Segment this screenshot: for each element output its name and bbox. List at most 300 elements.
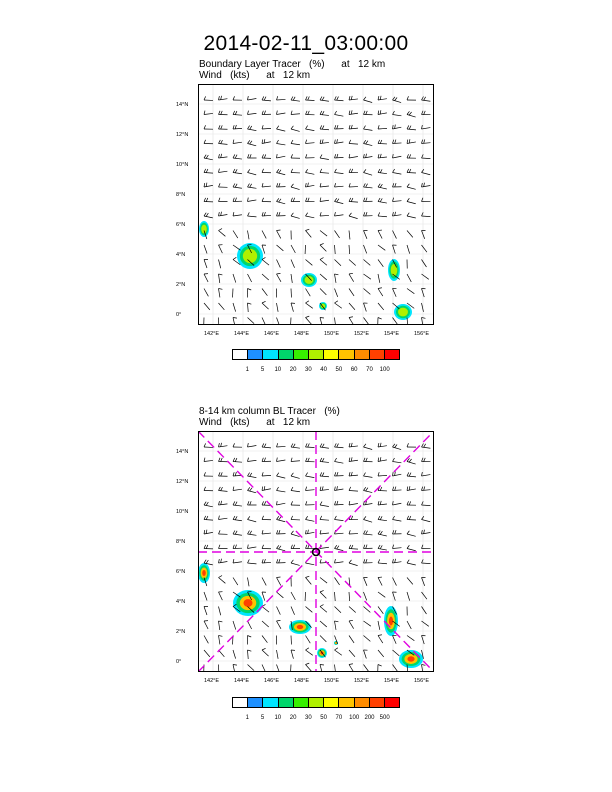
wind-barb-flag [291, 458, 292, 462]
wind-barb-flag [221, 111, 223, 115]
wind-barb-flag [322, 111, 324, 115]
wind-barb [248, 274, 252, 282]
wind-barb-flag [233, 184, 235, 187]
wind-barb [204, 520, 213, 521]
wind-barb [248, 129, 257, 131]
wind-barb-flag [335, 458, 337, 461]
wind-barb [378, 563, 387, 564]
wind-barb [320, 578, 327, 584]
wind-barb [262, 578, 266, 586]
wind-barb [204, 113, 213, 114]
wind-barb-flag [262, 487, 263, 491]
wind-barb [320, 621, 327, 627]
colorbar-label: 30 [305, 367, 312, 373]
wind-barb-flag [277, 620, 281, 621]
wind-barb [262, 186, 271, 187]
wind-barb-flag [349, 198, 351, 202]
lon-label: 148°E [294, 678, 310, 684]
wind-barb-flag [378, 288, 382, 289]
wind-barb-flag [395, 183, 396, 187]
wind-barb-flag [335, 96, 337, 100]
wind-barb-flag [378, 169, 380, 173]
wind-barb-flag [262, 154, 264, 158]
wind-barb-flag [424, 444, 426, 447]
wind-barb [407, 476, 416, 477]
wind-barb-flag [335, 125, 336, 129]
wind-barb-flag [306, 183, 307, 187]
wind-barb-flag [380, 198, 382, 201]
wind-barb [306, 231, 312, 238]
wind-barb [248, 563, 257, 564]
wind-barb [320, 260, 327, 266]
wind-barb-flag [204, 516, 206, 520]
wind-barb [219, 504, 228, 505]
wind-barb-flag [306, 443, 308, 447]
wind-barb [204, 260, 207, 268]
wind-barb [364, 607, 371, 613]
wind-barb-flag [233, 487, 234, 491]
wind-barb-flag [277, 577, 281, 578]
colorbar-swatch [309, 698, 324, 707]
wind-barb-flag [262, 472, 263, 476]
wind-barb [364, 245, 367, 253]
wind-barb-flag [337, 486, 338, 490]
wind-barb [277, 231, 281, 239]
wind-barb-flag [264, 486, 265, 490]
wind-barb [378, 636, 383, 644]
wind-barb [306, 563, 315, 565]
wind-barb [393, 562, 402, 563]
wind-barb-flag [235, 472, 236, 476]
wind-barb-flag [349, 273, 353, 274]
wind-barb-flag [320, 458, 322, 462]
wind-barb-flag [380, 443, 381, 447]
wind-barb [349, 99, 358, 100]
panel1-lat-labels [176, 84, 196, 325]
wind-barb-flag [349, 140, 351, 144]
wind-barb-flag [351, 545, 353, 549]
wind-barb-flag [219, 212, 220, 216]
wind-barb [349, 491, 358, 492]
colorbar-label: 100 [349, 715, 360, 721]
wind-barb [349, 665, 354, 673]
wind-barb [248, 200, 257, 202]
wind-barb [291, 216, 300, 218]
wind-barb-flag [422, 169, 424, 172]
wind-barb-flag [320, 472, 322, 476]
wind-barb [277, 129, 286, 131]
wind-barb-flag [233, 154, 235, 158]
wind-barb [378, 650, 384, 657]
wind-barb-flag [407, 516, 409, 520]
wind-barb-flag [291, 184, 293, 187]
wind-barb-flag [219, 472, 221, 476]
wind-barb-flag [337, 97, 339, 101]
colorbar-swatch [263, 350, 278, 359]
wind-barb [219, 245, 223, 253]
wind-barb [407, 245, 410, 254]
wind-barb [277, 274, 281, 282]
lon-label: 150°E [324, 678, 340, 684]
lat-label: 10°N [176, 509, 189, 515]
wind-barb [233, 115, 242, 116]
wind-barb [277, 650, 279, 659]
wind-barb [306, 318, 312, 325]
colorbar-label: 5 [260, 715, 265, 721]
wind-barb [335, 289, 338, 297]
wind-barb-flag [204, 111, 205, 115]
wind-barb-flag [409, 154, 411, 158]
wind-barb [233, 142, 242, 143]
wind-barb [262, 489, 271, 491]
wind-barb-flag [320, 243, 324, 245]
wind-barb-flag [262, 198, 264, 202]
wind-barb-flag [279, 199, 281, 202]
wind-barb-flag [277, 96, 278, 100]
wind-barb-flag [320, 97, 322, 100]
wind-barb-flag [219, 169, 220, 173]
wind-barb-flag [221, 501, 222, 505]
wind-barb [335, 562, 344, 563]
wind-barb-flag [262, 301, 266, 303]
wind-barb [349, 621, 354, 629]
wind-barb-flag [206, 198, 208, 202]
wind-barb-flag [424, 486, 425, 490]
colorbar-label: 40 [320, 367, 327, 373]
wind-barb [349, 592, 350, 601]
wind-barb [393, 156, 402, 158]
colorbar-label: 60 [350, 367, 358, 373]
wind-barb [320, 231, 327, 237]
panel2-lon-labels [198, 678, 434, 686]
wind-barb [204, 158, 213, 160]
wind-barb-flag [335, 198, 337, 201]
wind-barb-flag [364, 473, 366, 476]
wind-barb [335, 447, 344, 448]
wind-barb [393, 127, 402, 129]
panel1-map-svg [198, 84, 434, 325]
wind-barb [364, 100, 373, 103]
wind-barb-flag [335, 501, 336, 505]
wind-barb-flag [407, 472, 409, 476]
wind-barb [364, 157, 373, 158]
wind-barb [378, 446, 387, 447]
wind-barb [262, 289, 267, 296]
wind-barb-flag [337, 501, 338, 505]
colorbar-swatch [370, 350, 385, 359]
wind-barb-flag [409, 473, 411, 477]
wind-barb [320, 607, 327, 613]
wind-barb [320, 274, 327, 280]
wind-barb [393, 503, 402, 505]
wind-barb [378, 592, 385, 597]
wind-barb-flag [380, 531, 382, 534]
wind-barb-flag [424, 458, 426, 462]
wind-barb [219, 303, 225, 310]
panel2-map-svg [198, 431, 434, 672]
wind-barb [378, 99, 387, 100]
wind-barb-flag [204, 213, 206, 216]
wind-barb [248, 144, 257, 146]
wind-barb-flag [322, 444, 324, 447]
wind-barb-flag [233, 443, 235, 447]
wind-barb-flag [322, 458, 324, 462]
wind-barb-flag [422, 140, 423, 144]
colorbar-swatch [370, 698, 385, 707]
wind-barb [364, 144, 373, 146]
wind-barb-flag [407, 560, 409, 563]
wind-barb-flag [364, 501, 365, 505]
wind-barb [291, 592, 295, 600]
wind-barb-flag [349, 213, 351, 216]
wind-barb [335, 621, 336, 630]
wind-barb [320, 100, 329, 101]
wind-barb-flag [277, 458, 278, 462]
wind-barb [349, 549, 358, 550]
panel1-map [198, 84, 434, 325]
tracer-blob [389, 617, 393, 626]
lat-label: 0° [176, 659, 182, 665]
wind-barb-flag [409, 516, 411, 520]
wind-barb-flag [378, 140, 380, 144]
wind-barb [364, 578, 367, 586]
wind-barb [407, 549, 416, 551]
wind-barb-flag [206, 530, 207, 534]
wind-barb [233, 274, 236, 283]
wind-barb-flag [233, 169, 235, 172]
wind-barb-flag [395, 125, 396, 129]
colorbar-swatch [385, 350, 399, 359]
wind-barb [262, 142, 271, 144]
wind-barb [364, 318, 369, 325]
wind-barb-flag [409, 139, 410, 143]
wind-barb [378, 157, 387, 158]
wind-barb-flag [320, 183, 321, 187]
wind-barb-flag [395, 444, 397, 447]
wind-barb-flag [248, 184, 250, 187]
wind-barb-flag [395, 530, 396, 534]
wind-barb-flag [407, 96, 408, 100]
wind-barb-flag [308, 198, 309, 202]
wind-barb [407, 534, 416, 536]
wind-barb [407, 489, 416, 491]
wind-barb [378, 231, 382, 239]
wind-barb-flag [378, 198, 380, 201]
wind-barb [349, 113, 358, 114]
wind-barb [248, 621, 252, 629]
wind-barb [219, 99, 228, 100]
wind-barb-flag [349, 125, 350, 129]
wind-barb-flag [262, 648, 266, 650]
wind-barb-flag [364, 487, 366, 490]
wind-barb-flag [264, 212, 265, 216]
wind-barb-flag [380, 154, 381, 158]
wind-barb [277, 520, 286, 522]
wind-barb-flag [291, 444, 293, 447]
wind-barb-flag [380, 96, 381, 100]
tracer-blob [407, 656, 414, 661]
wind-barb-flag [378, 665, 382, 667]
wind-barb [291, 303, 293, 312]
wind-barb [364, 520, 373, 523]
wind-barb-flag [366, 141, 368, 144]
wind-barb-flag [364, 183, 366, 187]
panel2-wind-barbs [204, 443, 431, 672]
wind-barb-flag [366, 488, 368, 491]
wind-barb [378, 173, 387, 174]
wind-barb-flag [349, 545, 351, 549]
wind-barb [378, 128, 387, 129]
wind-barb-flag [262, 212, 263, 216]
wind-barb-flag [306, 198, 307, 202]
wind-barb [335, 202, 344, 204]
wind-barb-flag [219, 530, 221, 534]
colorbar-swatch [385, 698, 399, 707]
wind-barb [291, 650, 293, 659]
wind-barb [320, 173, 329, 174]
lon-label: 144°E [234, 331, 250, 337]
wind-barb-flag [235, 458, 237, 462]
wind-barb [277, 303, 279, 312]
wind-barb-flag [320, 198, 321, 202]
wind-barb-flag [219, 501, 220, 505]
panel1-title-line1: Boundary Layer Tracer (%) at 12 km [199, 59, 386, 70]
wind-barb-flag [335, 621, 339, 622]
wind-barb-flag [233, 559, 234, 563]
wind-barb [335, 157, 344, 158]
wind-barb-flag [233, 665, 237, 666]
wind-barb [335, 260, 341, 266]
wind-barb-flag [378, 531, 380, 534]
wind-barb-flag [204, 125, 206, 129]
colorbar-swatch [294, 350, 309, 359]
wind-barb-flag [221, 487, 223, 491]
wind-barb-flag [219, 198, 220, 202]
wind-barb-flag [378, 472, 379, 476]
wind-barb-flag [349, 111, 350, 115]
wind-barb-flag [322, 97, 324, 100]
lat-label: 12°N [176, 132, 189, 138]
wind-barb-flag [320, 212, 321, 216]
wind-barb-flag [277, 559, 278, 563]
wind-barb-flag [291, 198, 292, 202]
wind-barb-flag [279, 183, 280, 187]
wind-barb-flag [320, 605, 324, 607]
wind-barb-flag [424, 97, 426, 100]
wind-barb-flag [206, 516, 208, 520]
wind-barb-flag [204, 443, 206, 447]
wind-barb [378, 289, 383, 297]
wind-barb [378, 260, 383, 267]
wind-barb [364, 504, 373, 505]
wind-barb-flag [306, 213, 308, 216]
wind-barb-flag [291, 560, 293, 563]
wind-barb-flag [219, 636, 223, 637]
wind-barb-flag [306, 96, 308, 100]
wind-barb-flag [221, 125, 223, 129]
wind-barb [349, 245, 350, 254]
wind-barb [262, 303, 269, 309]
wind-barb-flag [291, 154, 293, 158]
wind-barb [378, 113, 387, 115]
wind-barb [204, 274, 208, 282]
lon-label: 156°E [414, 678, 430, 684]
colorbar-label: 10 [274, 715, 282, 721]
wind-barb-flag [264, 559, 265, 563]
tracer-blob [201, 225, 207, 234]
wind-barb-flag [233, 198, 234, 202]
wind-barb [349, 260, 356, 266]
wind-barb-flag [322, 126, 324, 130]
wind-barb [262, 231, 266, 239]
wind-barb [422, 260, 427, 267]
wind-barb-flag [378, 545, 380, 548]
wind-barb-flag [277, 545, 279, 548]
wind-barb-flag [349, 472, 350, 476]
wind-barb [335, 115, 344, 117]
wind-barb-flag [320, 502, 322, 505]
lat-label: 2°N [176, 629, 186, 635]
wind-barb-flag [364, 212, 365, 216]
wind-barb-flag [219, 96, 220, 100]
wind-barb [393, 548, 402, 549]
wind-barb [349, 607, 356, 613]
wind-barb-flag [250, 126, 252, 129]
wind-barb [291, 260, 295, 268]
wind-barb-flag [248, 289, 252, 291]
wind-barb-flag [248, 458, 249, 462]
wind-barb [320, 215, 329, 216]
wind-barb [349, 156, 358, 158]
wind-barb [407, 187, 416, 189]
wind-barb [349, 636, 354, 643]
wind-barb-flag [250, 154, 251, 158]
wind-barb-flag [277, 198, 279, 201]
wind-barb-flag [233, 531, 235, 534]
panel2-title-line2: Wind (kts) at 12 km [199, 417, 311, 428]
wind-barb-flag [219, 125, 221, 129]
wind-barb [277, 99, 286, 100]
wind-barb-flag [264, 139, 265, 143]
wind-barb [219, 518, 228, 519]
wind-barb-flag [366, 545, 367, 549]
wind-barb [262, 533, 271, 534]
colorbar-swatch [248, 350, 263, 359]
main-title: 2014-02-11_03:00:00 [203, 32, 409, 55]
wind-barb [277, 460, 286, 462]
wind-barb [291, 129, 300, 131]
wind-barb-flag [291, 126, 293, 129]
wind-barb-flag [364, 530, 366, 534]
wind-barb [204, 532, 213, 534]
wind-barb [378, 534, 387, 536]
lat-label: 14°N [176, 102, 189, 108]
lon-label: 152°E [354, 331, 370, 337]
lat-label: 2°N [176, 282, 186, 288]
wind-barb [378, 245, 385, 250]
wind-barb-flag [262, 516, 264, 520]
wind-barb-flag [233, 111, 235, 115]
wind-barb-flag [206, 213, 208, 216]
wind-barb-flag [262, 96, 264, 100]
wind-barb-flag [380, 516, 382, 520]
wind-barb-flag [380, 545, 382, 548]
wind-barb-flag [219, 183, 221, 187]
wind-barb-flag [308, 530, 309, 534]
wind-barb [364, 129, 373, 130]
wind-barb-flag [264, 501, 266, 505]
wind-barb-flag [204, 487, 206, 491]
